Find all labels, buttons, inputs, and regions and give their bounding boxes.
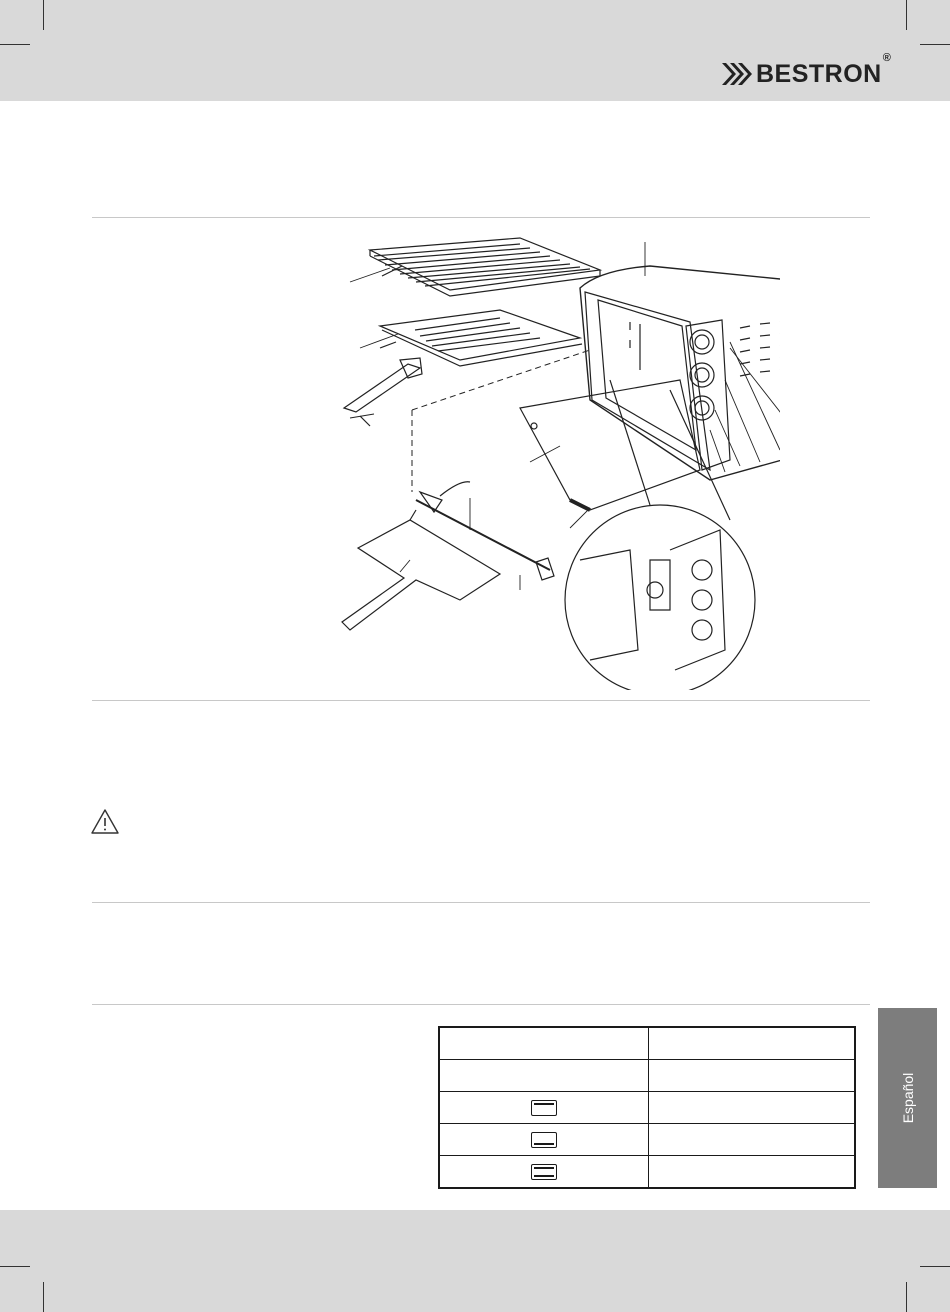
table-cell bbox=[439, 1060, 649, 1092]
table-cell bbox=[649, 1092, 856, 1124]
baking-tray bbox=[380, 310, 582, 366]
table-row bbox=[439, 1060, 855, 1092]
table-row bbox=[439, 1124, 855, 1156]
oven-door bbox=[520, 380, 700, 510]
wire-rack bbox=[370, 238, 600, 296]
crop-mark bbox=[906, 0, 907, 30]
language-tab-label: Español bbox=[899, 1072, 916, 1124]
crop-mark bbox=[0, 1266, 30, 1267]
table-cell bbox=[439, 1027, 649, 1060]
language-tab bbox=[878, 1008, 937, 1188]
brand-logo bbox=[720, 51, 892, 94]
section-divider bbox=[92, 1004, 870, 1005]
table-cell bbox=[649, 1124, 856, 1156]
table-cell bbox=[649, 1060, 856, 1092]
top-heat-icon bbox=[531, 1100, 557, 1116]
tray-handle bbox=[344, 358, 422, 426]
heating-settings-table bbox=[438, 1026, 856, 1189]
leader-lines bbox=[350, 242, 780, 590]
crop-mark bbox=[906, 1282, 907, 1312]
section-divider bbox=[92, 902, 870, 903]
table-row bbox=[439, 1156, 855, 1189]
table-cell bbox=[439, 1092, 649, 1124]
crop-mark bbox=[43, 1282, 44, 1312]
warning-triangle-icon bbox=[90, 808, 120, 836]
table-row bbox=[439, 1027, 855, 1060]
bottom-heat-icon bbox=[531, 1132, 557, 1148]
bestron-chevron-icon bbox=[720, 57, 754, 91]
magnified-inset bbox=[565, 380, 755, 690]
crop-mark bbox=[0, 44, 30, 45]
oven-exploded-diagram bbox=[330, 230, 780, 690]
brand-name: BESTRON® bbox=[756, 51, 892, 88]
table-cell bbox=[649, 1027, 856, 1060]
table-row bbox=[439, 1092, 855, 1124]
crop-mark bbox=[43, 0, 44, 30]
table-cell bbox=[439, 1124, 649, 1156]
crop-mark bbox=[920, 44, 950, 45]
section-divider bbox=[92, 217, 870, 218]
table-cell bbox=[439, 1156, 649, 1189]
section-divider bbox=[92, 700, 870, 701]
crop-mark bbox=[920, 1266, 950, 1267]
table-cell bbox=[649, 1156, 856, 1189]
rotisserie-handle bbox=[342, 510, 500, 630]
top-bottom-heat-icon bbox=[531, 1164, 557, 1180]
footer-band bbox=[0, 1210, 950, 1312]
